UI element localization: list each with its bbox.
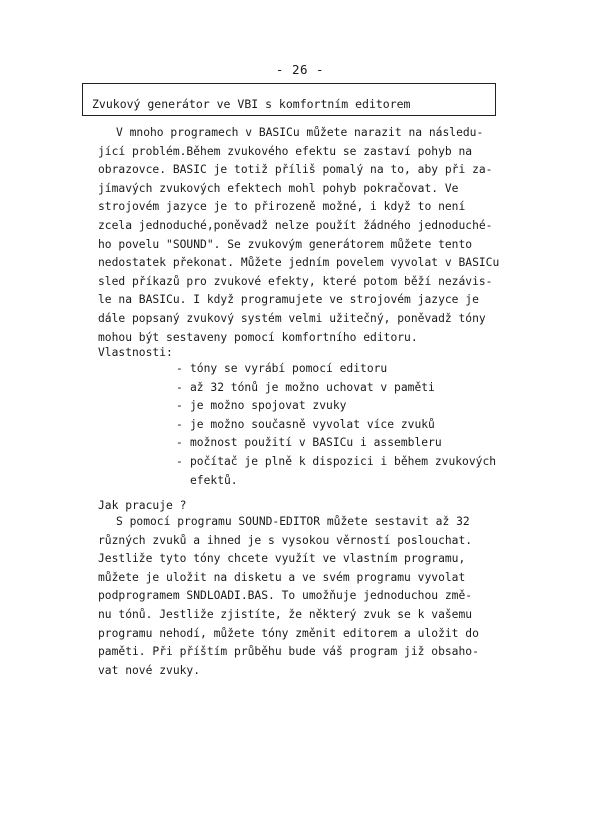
list-bullet: - bbox=[176, 362, 183, 375]
list-item bbox=[176, 379, 496, 398]
list-item bbox=[176, 434, 496, 453]
how-line: S pomocí programu SOUND-EDITOR můžete sestavit až 32 bbox=[116, 515, 470, 528]
features-label: Vlastnosti: bbox=[98, 346, 173, 359]
how-line: vat nové zvuky. bbox=[98, 663, 201, 677]
how-it-works-paragraph bbox=[98, 513, 479, 680]
intro-line: nedostatek překonat. Můžete jedním povelem vyvolat v BASICu bbox=[98, 256, 500, 270]
list-item bbox=[176, 360, 496, 379]
page-number: - 26 - bbox=[275, 62, 325, 77]
intro-line: mohou být sestaveny pomocí komfortního editoru. bbox=[98, 330, 418, 344]
list-item-text: je možno současně vyvolat více zvuků bbox=[190, 417, 435, 431]
list-bullet: - bbox=[176, 417, 183, 431]
intro-line: zcela jednoduché,poněvadž nelze použít žádného jednoduché- bbox=[98, 218, 493, 232]
list-item-text: je možno spojovat zvuky bbox=[190, 399, 347, 413]
section-title: Zvukový generátor ve VBI s komfortním editorem bbox=[92, 97, 411, 111]
list-item-text: až 32 tónů je možno uchovat v paměti bbox=[190, 380, 435, 394]
list-item-text: tóny se vyrábí pomocí editoru bbox=[190, 362, 388, 375]
list-item-text: počítač je plně k dispozici i během zvukových bbox=[190, 454, 497, 468]
list-item bbox=[176, 416, 496, 435]
list-bullet: - bbox=[176, 380, 183, 394]
list-item bbox=[176, 397, 496, 416]
list-bullet: - bbox=[176, 454, 183, 468]
list-bullet: - bbox=[176, 399, 183, 413]
intro-line: sled příkazů pro zvukové efekty, které potom běží nezávis- bbox=[98, 274, 493, 288]
how-line: Jestliže tyto tóny chcete využít ve vlastním programu, bbox=[98, 552, 466, 566]
list-item-text: možnost použití v BASICu i assembleru bbox=[190, 436, 442, 450]
how-line: různých zvuků a ihned je s vysokou věrností poslouchat. bbox=[98, 533, 473, 547]
section-title-underline bbox=[82, 115, 496, 116]
intro-line: jící problém.Během zvukového efektu se zastaví pohyb na bbox=[98, 144, 473, 158]
how-line: paměti. Při příštím průběhu bude váš program již obsaho- bbox=[98, 645, 479, 659]
intro-line: V mnoho programech v BASICu můžete narazit na následu- bbox=[116, 126, 484, 139]
intro-line: dále popsaný zvukový systém velmi užitečný, poněvadž tóny bbox=[98, 311, 486, 325]
intro-line: obrazovce. BASIC je totiž příliš pomalý na to, aby při za- bbox=[98, 163, 493, 177]
list-item bbox=[176, 453, 496, 490]
how-line: programu nehodí, můžete tóny změnit editorem a uložit do bbox=[98, 626, 479, 640]
intro-line: jímavých zvukových efektech mohl pohyb pokračovat. Ve bbox=[98, 181, 459, 195]
how-line: nu tónů. Jestliže zjistíte, že některý zvuk se k vašemu bbox=[98, 607, 473, 621]
how-line: můžete je uložit na disketu a ve svém programu vyvolat bbox=[98, 570, 466, 584]
list-bullet: - bbox=[176, 436, 183, 450]
features-list bbox=[176, 360, 496, 490]
how-it-works-label: Jak pracuje ? bbox=[98, 499, 187, 512]
intro-line: strojovém jazyce je to přirozeně možné, i když to není bbox=[98, 200, 466, 214]
intro-paragraph bbox=[98, 124, 499, 347]
how-line: podprogramem SNDLOADI.BAS. To umožňuje jednoduchou změ- bbox=[98, 589, 473, 603]
intro-line: le na BASICu. I když programujete ve strojovém jazyce je bbox=[98, 293, 479, 307]
intro-line: ho povelu "SOUND". Se zvukovým generátorem můžete tento bbox=[98, 237, 473, 251]
list-item-continuation: efektů. bbox=[190, 473, 238, 487]
